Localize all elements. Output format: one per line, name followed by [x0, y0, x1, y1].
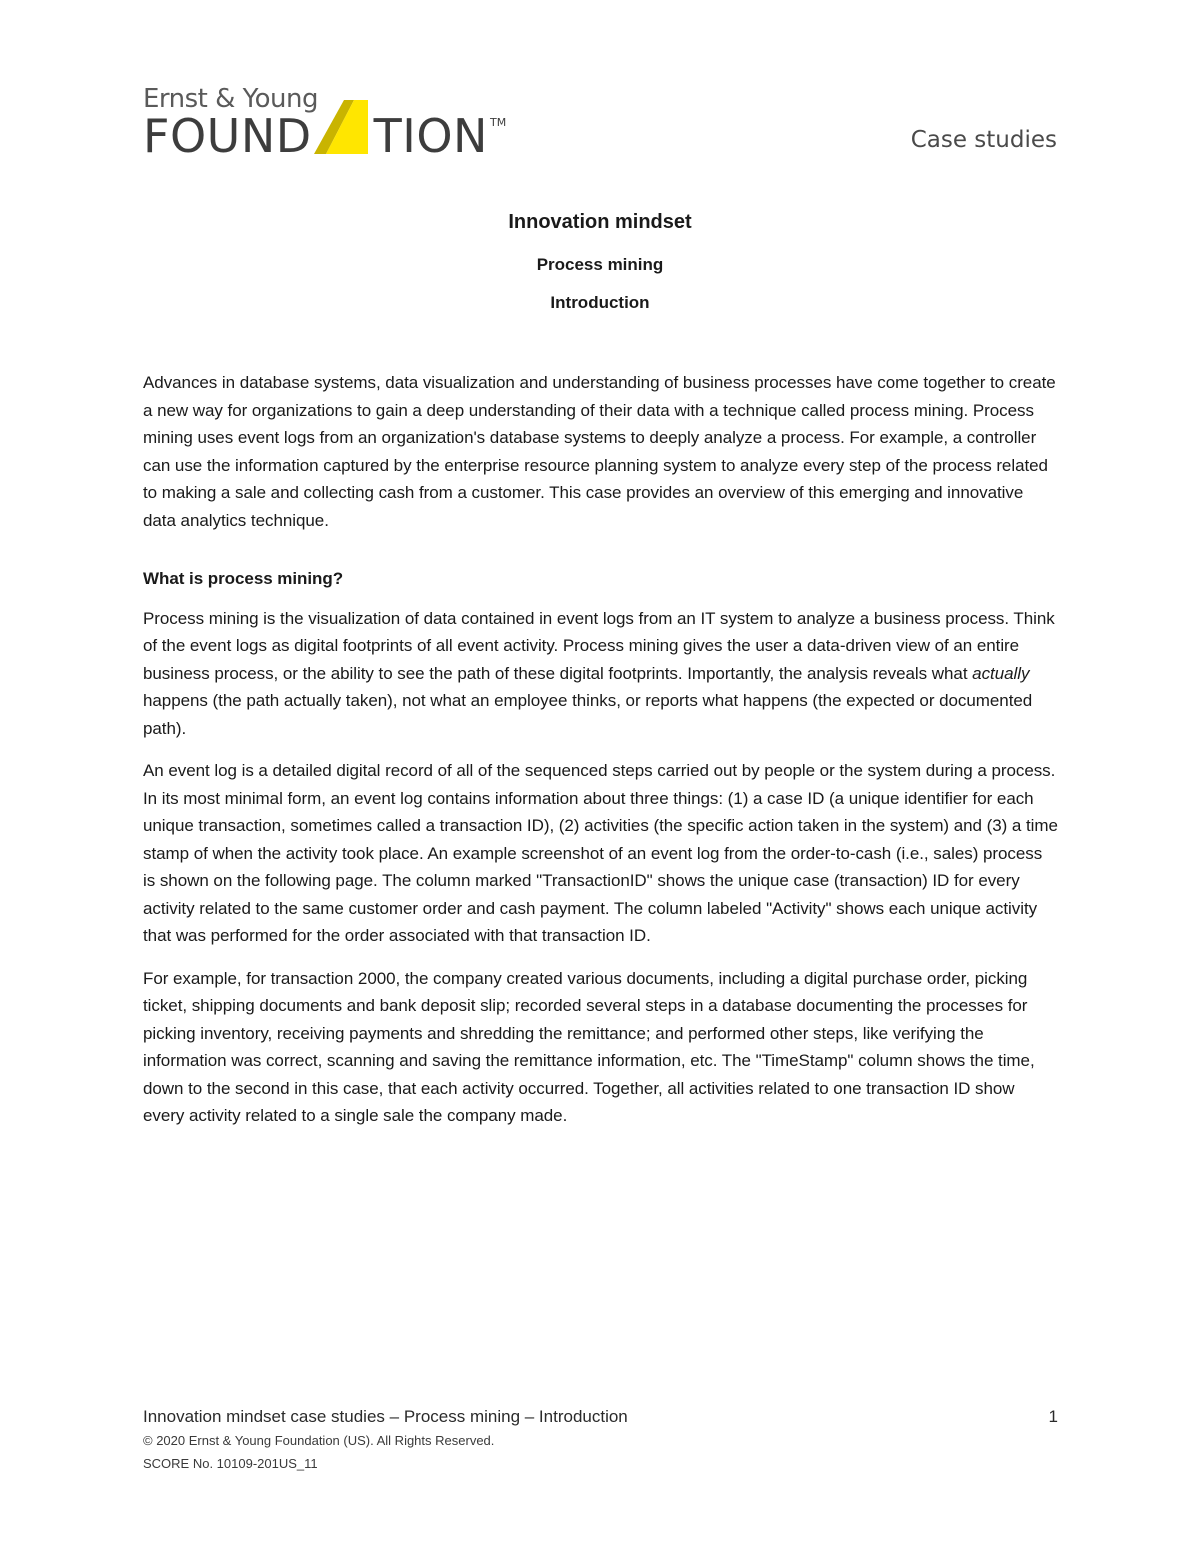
- emphasis-actually: actually: [972, 663, 1030, 683]
- intro-paragraph: Advances in database systems, data visualization and understanding of business processes have come together to create a new way for organizations to gain a deep understanding of their data with a technique called process mining. Process mining uses event logs from an organization's database systems to deeply analyze a process. For example, a controller can use the information captured by the enterprise resource planning system to analyze every step of the process related to making a sale and collecting cash from a customer. This case provides an overview of this emerging and innovative data analytics technique.: [143, 373, 1056, 530]
- ey-foundation-logo: [143, 84, 523, 163]
- page-section-title: Introduction: [550, 293, 650, 312]
- score-number: SCORE No. 10109-201US_11: [143, 1456, 318, 1471]
- logo-wordmark: [143, 109, 507, 163]
- page-title: Innovation mindset: [508, 211, 692, 233]
- page-subtitle: Process mining: [536, 255, 664, 274]
- section-heading: What is process mining?: [143, 569, 344, 588]
- footer-title-row: [143, 1406, 1058, 1428]
- copyright-notice: © 2020 Ernst & Young Foundation (US). All Rights Reserved.: [143, 1433, 495, 1448]
- logo-a-mark-icon: [314, 100, 372, 154]
- page-number: 1: [1048, 1407, 1058, 1426]
- document-body: [143, 369, 1058, 1145]
- logo-trademark: TM: [489, 116, 507, 129]
- definition-text-start: Process mining is the visualization of data contained in event logs from an IT system to analyze a business process. Think of the event logs as digital footprints of all event activity. Process mining gives the user a data-driven view of an entire business process, or the ability to see the path of these digital footprints. Importantly, the analysis reveals what: [143, 608, 1055, 683]
- example-paragraph: For example, for transaction 2000, the company created various documents, including a digital purchase order, picking ticket, shipping documents and bank deposit slip; recorded several steps in a database documenting the processes for picking inventory, receiving payments and shredding the remittance; and performed other steps, like verifying the information was correct, scanning and saving the remittance information, etc. The "TimeStamp" column shows the time, down to the second in this case, that each activity occurred. Together, all activities related to one transaction ID show every activity related to a single sale the company made.: [143, 968, 1035, 1125]
- definition-paragraph: [143, 605, 1058, 743]
- definition-text-end: happens (the path actually taken), not what an employee thinks, or reports what happens (the expected or documented path).: [143, 691, 1033, 738]
- section-label: Case studies: [910, 127, 1057, 153]
- page-footer: [143, 1406, 1058, 1473]
- event-log-paragraph: An event log is a detailed digital record of all of the sequenced steps carried out by people or the system during a process. In its most minimal form, an event log contains information about three things: (1) a case ID (a unique identifier for each unique transaction, sometimes called a transaction ID), (2) activities (the specific action taken in the system) and (3) a time stamp of when the activity took place. An example screenshot of an event log from the order-to-cash (i.e., sales) process is shown on the following page. The column marked "TransactionID" shows the unique case (transaction) ID for every activity related to the same customer order and cash payment. The column labeled "Activity" shows each unique activity that was performed for the order associated with that transaction ID.: [143, 761, 1058, 945]
- logo-word-left: FOUND: [143, 109, 312, 163]
- logo-word-right: TION: [373, 109, 488, 163]
- logo-top-text: Ernst & Young: [143, 84, 318, 114]
- footer-title: Innovation mindset case studies – Process mining – Introduction: [143, 1407, 628, 1426]
